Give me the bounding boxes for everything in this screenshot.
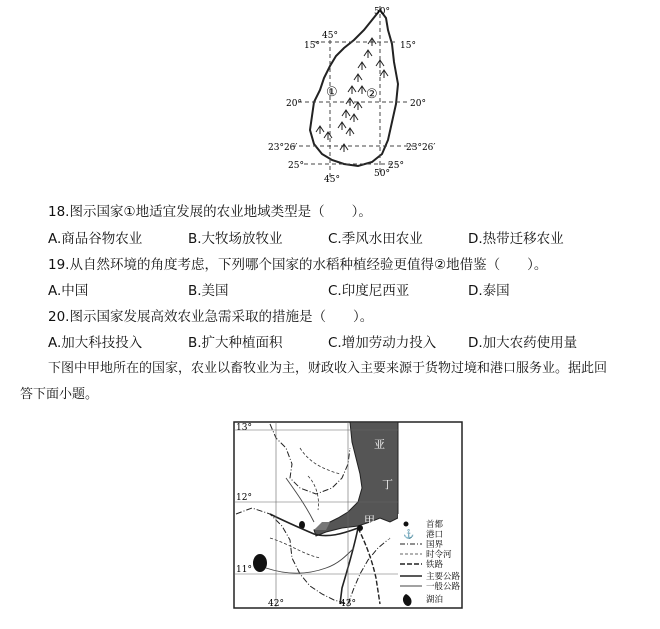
question-18-option-c[interactable]: C.季风水田农业 bbox=[328, 231, 423, 247]
question-19-option-a[interactable]: A.中国 bbox=[48, 283, 89, 299]
legend-capital-symbol bbox=[404, 522, 409, 527]
lon-label-42: 42° bbox=[268, 599, 284, 609]
lat-label-tropic-left: 23°26′ bbox=[268, 143, 298, 153]
legend-lake-label: 湖泊 bbox=[426, 595, 444, 605]
djibouti-map bbox=[230, 418, 466, 612]
madagascar-map bbox=[268, 4, 444, 184]
legend-port-symbol: ⚓ bbox=[403, 530, 415, 540]
lon-label-50-top: 50° bbox=[374, 7, 390, 17]
legend-minor-road-label: 一般公路 bbox=[426, 582, 461, 592]
legend-main-road-label: 主要公路 bbox=[426, 572, 461, 582]
question-20-stem: 20.图示国家发展高效农业急需采取的措施是（ ）。 bbox=[48, 309, 374, 325]
lat-label-11: 11° bbox=[236, 565, 252, 575]
region-marker-2: ② bbox=[366, 87, 378, 102]
lat-label-15-left: 15° bbox=[304, 41, 320, 51]
place-label-ya: 亚 bbox=[374, 438, 385, 451]
question-18-stem: 18.图示国家①地适宜发展的农业地域类型是（ ）。 bbox=[48, 204, 372, 220]
question-18-option-d[interactable]: D.热带迁移农业 bbox=[468, 231, 564, 247]
legend-port-label: 港口 bbox=[426, 530, 444, 540]
question-19-option-b[interactable]: B.美国 bbox=[188, 283, 229, 299]
legend-river-label: 时令河 bbox=[426, 550, 452, 560]
place-label-jia: 甲 bbox=[364, 514, 375, 527]
lon-label-43: 43° bbox=[340, 599, 356, 609]
lat-label-25-left: 25° bbox=[288, 161, 304, 171]
lon-label-45-bottom: 45° bbox=[324, 175, 340, 184]
legend-railway-label: 铁路 bbox=[426, 560, 444, 570]
passage-line-1: 下图中甲地所在的国家，农业以畜牧业为主，财政收入主要来源于货物过境和港口服务业。据此回 bbox=[48, 361, 608, 376]
question-20-option-b[interactable]: B.扩大种植面积 bbox=[188, 335, 283, 351]
place-label-ding: 丁 bbox=[382, 478, 393, 491]
lat-label-20-left: 20° bbox=[286, 99, 302, 109]
passage-line-2: 答下面小题。 bbox=[20, 387, 99, 402]
question-18-option-b[interactable]: B.大牧场放牧业 bbox=[188, 231, 283, 247]
lat-label-25-right: 25° bbox=[388, 161, 404, 171]
question-19-option-d[interactable]: D.泰国 bbox=[468, 283, 510, 299]
legend-capital-label: 首都 bbox=[426, 520, 444, 530]
place-label-wan: 湾 bbox=[380, 528, 391, 541]
capital-marker bbox=[357, 525, 363, 531]
question-20-option-c[interactable]: C.增加劳动力投入 bbox=[328, 335, 437, 351]
legend-border-label: 国界 bbox=[426, 540, 444, 550]
question-20-option-d[interactable]: D.加大农药使用量 bbox=[468, 335, 578, 351]
question-18-option-a[interactable]: A.商品谷物农业 bbox=[48, 231, 143, 247]
question-19-stem: 19.从自然环境的角度考虑，下列哪个国家的水稻种植经验更值得②地借鉴（ ）。 bbox=[48, 257, 548, 273]
lat-label-tropic-right: 23°26′ bbox=[406, 143, 436, 153]
lon-label-45-top: 45° bbox=[322, 31, 338, 41]
question-20-option-a[interactable]: A.加大科技投入 bbox=[48, 335, 143, 351]
lat-label-20-right: 20° bbox=[410, 99, 426, 109]
lat-label-13: 13° bbox=[236, 423, 252, 433]
question-19-option-c[interactable]: C.印度尼西亚 bbox=[328, 283, 410, 299]
lon-label-50-bottom: 50° bbox=[374, 169, 390, 179]
lake-assal bbox=[253, 554, 267, 572]
lat-label-15-right: 15° bbox=[400, 41, 416, 51]
lat-label-12: 12° bbox=[236, 493, 252, 503]
region-marker-1: ① bbox=[326, 85, 338, 100]
